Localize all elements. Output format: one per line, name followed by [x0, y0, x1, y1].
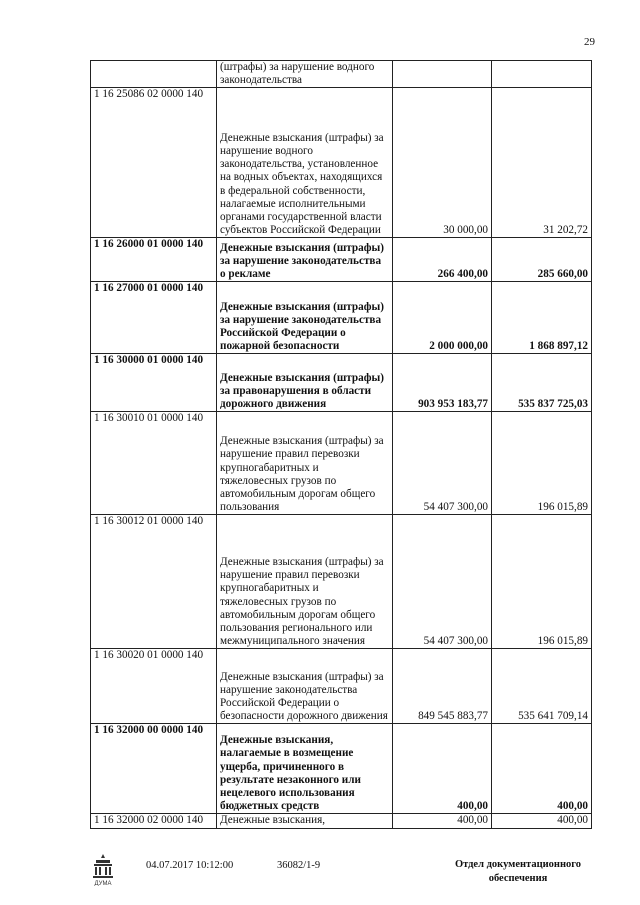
table-row [91, 412, 592, 515]
row-name: Денежные взыскания (штрафы) за нарушение водного законодательства, установленное на водных объектах, находящихся в федеральной собственности, налагаемые исполнительными органами государственной власти субъектов Российской Федерации [217, 88, 393, 238]
row-fact-amount: 400,00 [492, 724, 592, 814]
row-fact-amount: 285 660,00 [492, 238, 592, 282]
table-row [91, 238, 592, 282]
row-fact-amount [492, 61, 592, 88]
row-name: Денежные взыскания, налагаемые в возмещение ущерба, причиненного в результате незаконного или нецелевого использования бюджетных средств [217, 724, 393, 814]
footer-doc-number: 36082/1-9 [277, 860, 321, 871]
footer-department: Отдел документационного обеспечения [454, 859, 582, 884]
row-fact-amount: 535 837 725,03 [492, 354, 592, 412]
row-plan-amount [393, 61, 492, 88]
logo-text: ДУМА [94, 881, 112, 886]
row-name: Денежные взыскания (штрафы) за правонарушения в области дорожного движения [217, 354, 393, 412]
row-name: Денежные взыскания (штрафы) за нарушение законодательства Российской Федерации о пожарной безопасности [217, 282, 393, 354]
row-name: Денежные взыскания (штрафы) за нарушение законодательства о рекламе [217, 238, 393, 282]
row-code: 1 16 30020 01 0000 140 [91, 649, 217, 724]
row-code: 1 16 27000 01 0000 140 [91, 282, 217, 354]
row-name: Денежные взыскания (штрафы) за нарушение законодательства Российской Федерации о безопасности дорожного движения [217, 649, 393, 724]
row-name: Денежные взыскания, [217, 814, 393, 828]
row-name: Денежные взыскания (штрафы) за нарушение правил перевозки крупногабаритных и тяжеловесных грузов по автомобильным дорогам общего пользования регионального или межмуниципального значения [217, 515, 393, 649]
table-row [91, 814, 592, 828]
row-plan-amount: 400,00 [393, 724, 492, 814]
table-row [91, 649, 592, 724]
footer-timestamp: 04.07.2017 10:12:00 [146, 860, 234, 871]
row-code: 1 16 32000 02 0000 140 [91, 814, 217, 828]
row-plan-amount: 266 400,00 [393, 238, 492, 282]
row-code: 1 16 30000 01 0000 140 [91, 354, 217, 412]
row-code: 1 16 32000 00 0000 140 [91, 724, 217, 814]
row-name: Денежные взыскания (штрафы) за нарушение правил перевозки крупногабаритных и тяжеловесных грузов по автомобильным дорогам общего пользования [217, 412, 393, 515]
table-row [91, 88, 592, 238]
row-fact-amount: 400,00 [492, 814, 592, 828]
table-row [91, 515, 592, 649]
row-fact-amount: 535 641 709,14 [492, 649, 592, 724]
row-plan-amount: 54 407 300,00 [393, 412, 492, 515]
row-fact-amount: 196 015,89 [492, 515, 592, 649]
row-plan-amount: 2 000 000,00 [393, 282, 492, 354]
row-plan-amount: 30 000,00 [393, 88, 492, 238]
row-plan-amount: 54 407 300,00 [393, 515, 492, 649]
table-row [91, 354, 592, 412]
table-row [91, 282, 592, 354]
row-fact-amount: 1 868 897,12 [492, 282, 592, 354]
row-code: 1 16 30010 01 0000 140 [91, 412, 217, 515]
row-name: (штрафы) за нарушение водного законодательства [217, 61, 393, 88]
row-plan-amount: 903 953 183,77 [393, 354, 492, 412]
table-row [91, 61, 592, 88]
duma-logo-icon [90, 852, 116, 886]
row-code: 1 16 25086 02 0000 140 [91, 88, 217, 238]
row-plan-amount: 849 545 883,77 [393, 649, 492, 724]
row-fact-amount: 196 015,89 [492, 412, 592, 515]
row-code [91, 61, 217, 88]
row-plan-amount: 400,00 [393, 814, 492, 828]
row-code: 1 16 26000 01 0000 140 [91, 238, 217, 282]
row-code: 1 16 30012 01 0000 140 [91, 515, 217, 649]
table-row [91, 724, 592, 814]
budget-table [90, 60, 592, 829]
row-fact-amount: 31 202,72 [492, 88, 592, 238]
page-number: 29 [584, 36, 595, 48]
